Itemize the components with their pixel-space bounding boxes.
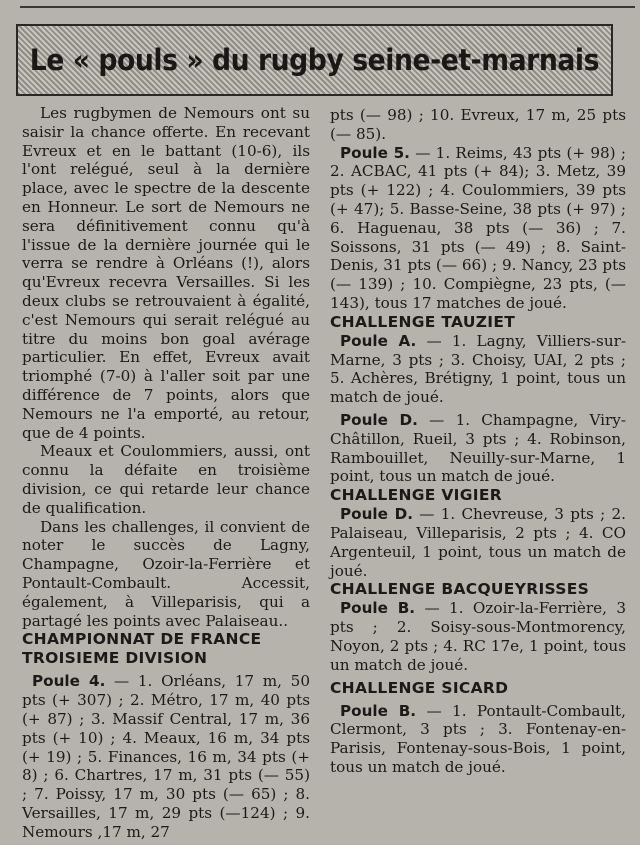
left-column: [22, 104, 310, 841]
sicard-heading: CHALLENGE SICARD: [330, 678, 509, 697]
tauziet-a-label: Poule A.: [340, 331, 417, 350]
vigier-poule-d: [330, 505, 626, 580]
article-header: [16, 24, 613, 96]
bacqueyrisses-b-label: Poule B.: [340, 599, 416, 618]
poule5-label: Poule 5.: [340, 143, 410, 162]
tauziet-d-text: — 1. Champagne, Viry-Châtillon, Rueil, 3 pts ; 4. Robinson, Rambouillet, Neuilly-sur-Marne, 1 point, tous un match de joué.: [330, 410, 626, 486]
meaux-paragraph: Meaux et Coulommiers, aussi, ont connu la défaite en troisième division, ce qui retarde leur chance de qualification.: [22, 442, 310, 517]
poule4-standings: [22, 672, 310, 841]
vigier-d-label: Poule D.: [340, 505, 413, 524]
sicard-b-text: — 1. Pontault-Combault, Clermont, 3 pts ; 3. Fontenay-en-Parisis, Fontenay-sous-Bois, 1 point, tous un match de joué.: [330, 701, 626, 776]
tauziet-poule-a: [330, 332, 626, 407]
tauziet-a-text: — 1. Lagny, Villiers-sur-Marne, 3 pts ; 3. Choisy, UAI, 2 pts ; 5. Achères, Brétigny, 1 point, tous un match de joué.: [330, 331, 626, 407]
poule4-text: — 1. Orléans, 17 m, 50 pts (+ 307) ; 2. Métro, 17 m, 40 pts (+ 87) ; 3. Massif Central, 17 m, 36 pts (+ 10) ; 4. Meaux, 16 m, 34 pts (+ 19) ; 5. Finances, 16 m, 34 pts (+ 8) ; 6. Chartres, 17 m, 31 pts (— 55) ; 7. Poissy, 17 m, 30 pts (— 65) ; 8. Versailles, 17 m, 29 pts (—124) ; 9. Nemours ,17 m, 27: [22, 672, 310, 841]
tauziet-poule-d: [330, 411, 626, 486]
division-heading: TROISIEME DIVISION: [22, 649, 208, 668]
challenges-paragraph: Dans les challenges, il convient de noter le succès de Lagny, Champagne, Ozoir-la-Ferrière et Pontault-Combault. Accessit, également, à Villeparisis, qui a partagé les points avec Palaiseau..: [22, 517, 310, 630]
sicard-b-label: Poule B.: [340, 701, 417, 720]
championship-heading: CHAMPIONNAT DE FRANCE: [22, 630, 262, 649]
poule4-label: Poule 4.: [32, 672, 106, 691]
tauziet-heading: CHALLENGE TAUZIET: [330, 312, 516, 331]
right-column: [330, 106, 626, 777]
vigier-heading: CHALLENGE VIGIER: [330, 486, 502, 505]
sicard-poule-b: [330, 702, 626, 777]
poule5-standings: [330, 144, 626, 313]
poule4-continued: pts (— 98) ; 10. Evreux, 17 m, 25 pts (— 85).: [330, 106, 626, 143]
poule5-text: — 1. Reims, 43 pts (+ 98) ; 2. ACBAC, 41 pts (+ 84); 3. Metz, 39 pts (+ 122) ; 4. Coulommiers, 39 pts (+ 47); 5. Basse-Seine, 38 pts (+ 97) ; 6. Haguenau, 38 pts (— 36) ; 7. Soissons, 31 pts (— 49) ; 8. Saint-Denis, 31 pts (— 66) ; 9. Nancy, 23 pts (— 139) ; 10. Compiègne, 23 pts, (— 143), tous 17 matches de joué.: [330, 143, 626, 312]
article-title: Le « pouls » du rugby seine-et-marnais: [29, 43, 600, 77]
vigier-d-text: — 1. Chevreuse, 3 pts ; 2. Palaiseau, Villeparisis, 2 pts ; 4. CO Argenteuil, 1 point, tous un match de joué.: [330, 505, 626, 580]
top-rule: [20, 6, 635, 8]
intro-paragraph: Les rugbymen de Nemours ont su saisir la chance offerte. En recevant Evreux et en le battant (10-6), ils l'ont relégué, seul à la dernière place, avec le spectre de la descente en Honneur. Le sort de Nemours ne sera définitivement connu qu'à l'issue de la dernière journée qui le verra se rendre à Orléans (!), alors qu'Evreux recevra Versailles. Si les deux clubs se retrouvaient à égalité, c'est Nemours qui serait relégué au titre du moins bon goal avérage particulier. En effet, Evreux avait triomphé (7-0) à l'aller soit par une différence de 7 points, alors que Nemours ne l'a emporté, au retour, que de 4 points.: [22, 104, 310, 442]
bacqueyrisses-poule-b: [330, 599, 626, 674]
tauziet-d-label: Poule D.: [340, 410, 418, 429]
bacqueyrisses-heading: CHALLENGE BACQUEYRISSES: [330, 580, 590, 599]
bacqueyrisses-b-text: — 1. Ozoir-la-Ferrière, 3 pts ; 2. Soisy-sous-Montmorency, Noyon, 2 pts ; 4. RC 17e, 1 point, tous un match de joué.: [330, 599, 626, 674]
